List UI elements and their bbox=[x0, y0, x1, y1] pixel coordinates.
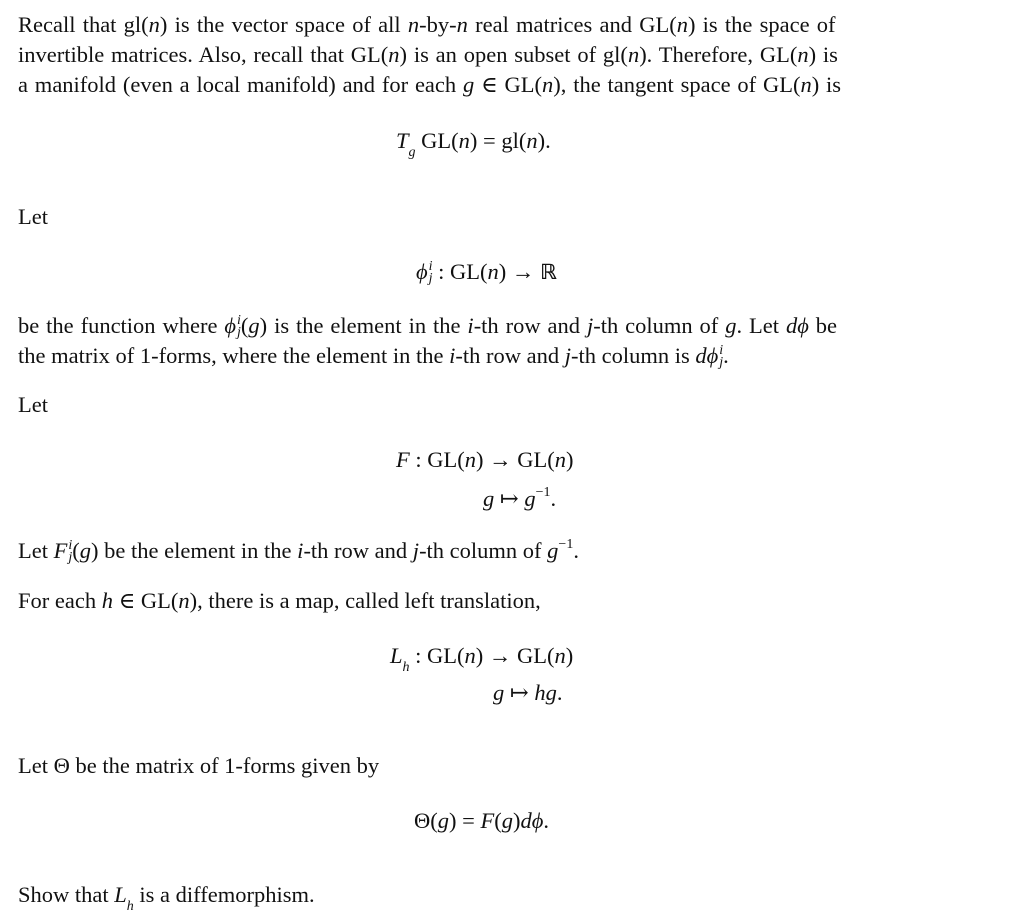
real-numbers-symbol: ℝ bbox=[540, 260, 557, 284]
intro-line-2: invertible matrices. Also, recall that GL(n) is an open subset of gl(n). Therefore, GL(n) is bbox=[18, 42, 838, 67]
let-label-1: Let bbox=[18, 204, 48, 229]
equation-tangent-space: $T_g$ GL(n) = gl(n). bbox=[396, 128, 551, 160]
function-def-line-1: be the function where ϕ i j (g) is the element in the i-th row and j-th column of g. Let dϕ be bbox=[18, 313, 838, 340]
equation-phi-map: ϕ i j : GL(n) → ℝ bbox=[416, 259, 557, 286]
equation-F-rule: g ↦ $g^{-1}$. bbox=[483, 484, 557, 511]
theta-definition: Let Θ be the matrix of 1-forms given by bbox=[18, 753, 380, 778]
question-statement: Show that $L_h$ is a diffemorphism. bbox=[18, 882, 315, 914]
equation-L-rule: g ↦ hg. bbox=[493, 680, 563, 705]
left-translation-paragraph: For each h ∈ GL(n), there is a map, called left translation, bbox=[18, 588, 541, 613]
equation-F-map: F : GL(n) → GL(n) bbox=[396, 447, 574, 472]
F-entry-definition: Let F i j (g) be the element in the i-th row and j-th column of $g^{-1}$. bbox=[18, 536, 579, 565]
equation-theta: Θ(g) = F(g)dϕ. bbox=[414, 808, 549, 833]
function-definition-paragraph bbox=[18, 311, 984, 371]
intro-line-1: Recall that gl(n) is the vector space of all n-by-n real matrices and GL(n) is the space of bbox=[18, 12, 836, 37]
equation-L-map: $L_h$ : GL(n) → GL(n) bbox=[390, 643, 574, 675]
function-def-line-2: the matrix of 1-forms, where the element in the i-th row and j-th column is dϕ i j . bbox=[18, 343, 729, 370]
phi-indices: i j bbox=[428, 259, 433, 286]
intro-paragraph bbox=[18, 10, 984, 100]
intro-line-3: a manifold (even a local manifold) and for each g ∈ GL(n), the tangent space of GL(n) is bbox=[18, 72, 842, 97]
let-label-2: Let bbox=[18, 392, 48, 417]
